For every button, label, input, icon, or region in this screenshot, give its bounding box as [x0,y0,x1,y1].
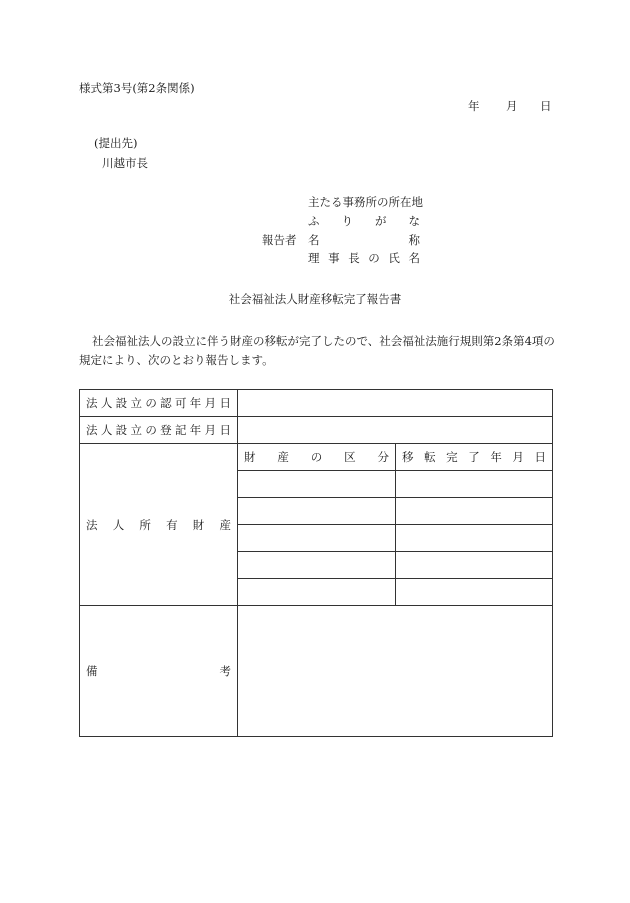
label-char: 月 [204,423,217,437]
label-char: の [145,396,157,410]
label-char: 考 [219,664,231,678]
category-input[interactable] [238,525,396,552]
label-char: 区 [344,450,356,464]
body-text-line-2: 規定により、次のとおり報告します。 [79,353,274,367]
form-number: 様式第3号(第2条関係) [79,81,195,95]
date-month-label: 月 [506,99,518,113]
date-day-label: 日 [540,99,552,113]
recipient-label: (提出先) [94,136,138,150]
approval-date-row [80,390,553,417]
furigana-char: ふ [308,214,320,228]
transfer-date-input[interactable] [396,498,553,525]
reporter-name-label [308,233,420,247]
report-table [79,389,553,737]
label-char: 日 [219,396,231,410]
label-char: 移 [402,450,414,464]
reporter-furigana-label [308,214,420,228]
transfer-date-input[interactable] [396,552,553,579]
category-input[interactable] [238,471,396,498]
label-char: 年 [189,423,202,437]
label-char: 産 [277,450,289,464]
furigana-char: が [375,214,387,228]
transfer-date-header-cell [396,444,553,471]
label-char: 人 [100,396,113,410]
property-label-cell [80,444,238,606]
label-char: 転 [424,450,436,464]
remarks-input[interactable] [238,606,553,737]
label-char: 年 [490,450,502,464]
body-text-line-1: 社会福祉法人の設立に伴う財産の移転が完了したので、社会福祉法施行規則第2条第4項の [92,334,555,348]
label-char: 備 [86,664,98,678]
label-char: 法 [86,396,98,410]
label-char: 了 [468,450,480,464]
label-char: 財 [192,517,205,532]
label-char: 記 [174,423,187,437]
label-char: 日 [219,423,231,437]
property-label [86,517,231,533]
label-char: の [145,423,157,437]
chairman-char: 事 [328,251,340,265]
label-char: 有 [166,517,178,532]
label-char: 年 [189,396,202,410]
registration-date-row [80,417,553,444]
transfer-date-header [402,449,546,465]
label-char: 人 [112,517,125,532]
label-char: 設 [115,423,128,437]
label-char: 月 [512,450,524,464]
label-char: 月 [204,396,217,410]
label-char: 設 [115,396,128,410]
label-char: 立 [130,423,142,437]
property-header-row [80,444,553,471]
chairman-char: の [368,251,380,265]
label-char: 分 [377,450,389,464]
label-char: 認 [160,396,172,410]
chairman-char: 長 [348,251,360,265]
name-char: 称 [408,233,420,247]
label-char: 立 [130,396,142,410]
category-input[interactable] [238,552,396,579]
date-year-label: 年 [468,99,480,113]
approval-date-label [86,395,231,411]
category-input[interactable] [238,498,396,525]
approval-date-label-cell [80,390,238,417]
label-char: 財 [244,450,256,464]
transfer-date-input[interactable] [396,525,553,552]
furigana-char: な [408,214,420,228]
remarks-label [86,663,231,679]
transfer-date-input[interactable] [396,471,553,498]
approval-date-input[interactable] [238,390,553,417]
registration-date-label-cell [80,417,238,444]
category-input[interactable] [238,579,396,606]
chairman-char: 名 [408,251,420,265]
label-char: 完 [446,450,458,464]
label-char: 所 [139,517,151,532]
chairman-char: 理 [308,251,320,265]
label-char: 可 [174,396,187,410]
remarks-row [80,606,553,737]
label-char: 法 [86,517,98,532]
document-title: 社会福祉法人財産移転完了報告書 [228,292,402,306]
label-char: 法 [86,423,98,437]
label-char: 登 [160,423,172,437]
furigana-char: り [341,214,353,228]
reporter-address-label: 主たる事務所の所在地 [308,195,423,209]
recipient-name: 川越市長 [102,156,148,170]
label-char: の [310,450,323,464]
registration-date-label [86,422,231,438]
category-header-cell [238,444,396,471]
registration-date-input[interactable] [238,417,553,444]
category-header [244,449,389,465]
remarks-label-cell [80,606,238,737]
chairman-char: 氏 [388,251,400,265]
label-char: 日 [534,450,546,464]
reporter-chairman-label [308,251,420,265]
transfer-date-input[interactable] [396,579,553,606]
name-char: 名 [308,233,320,247]
label-char: 産 [219,517,231,532]
reporter-prefix: 報告者 [262,233,297,247]
label-char: 人 [100,423,113,437]
